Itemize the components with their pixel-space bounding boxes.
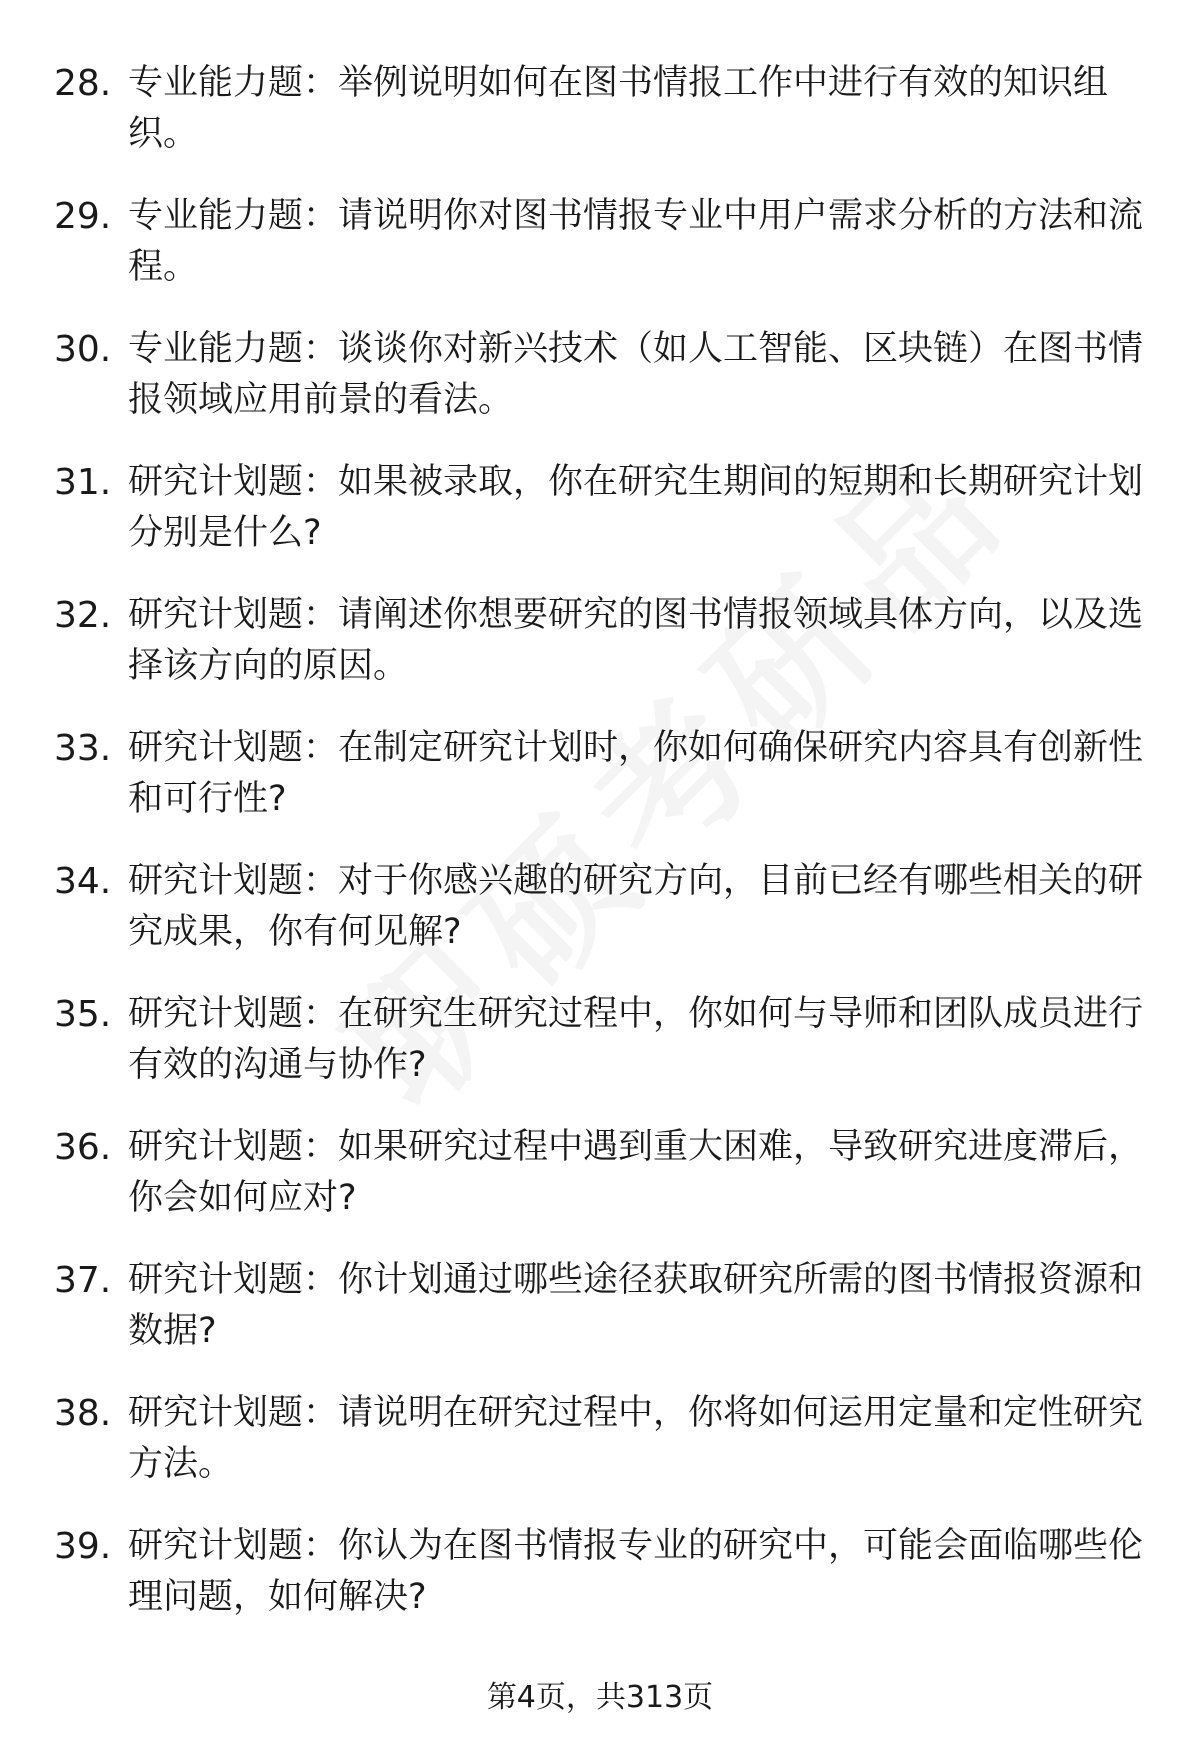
page-number: 第4页，共313页 [486,1680,714,1715]
question-text: 研究计划题：对于你感兴趣的研究方向，目前已经有哪些相关的研究成果，你有何见解? [128,861,1144,952]
question-item [0,989,1200,1122]
question-text: 研究计划题：请说明在研究过程中，你将如何运用定量和定性研究方法。 [128,1393,1144,1484]
question-number: 29. [54,196,112,237]
question-item [0,1388,1200,1521]
question-item [0,58,1200,191]
question-text: 专业能力题：谈谈你对新兴技术（如人工智能、区块链）在图书情报领域应用前景的看法。 [128,329,1144,420]
question-item [0,1255,1200,1388]
question-item [0,191,1200,324]
question-item [0,856,1200,989]
question-text: 研究计划题：在研究生研究过程中，你如何与导师和团队成员进行有效的沟通与协作? [128,994,1144,1085]
question-text: 专业能力题：举例说明如何在图书情报工作中进行有效的知识组织。 [128,63,1109,154]
question-item [0,324,1200,457]
question-item [0,1521,1200,1654]
question-text: 研究计划题：如果被录取，你在研究生期间的短期和长期研究计划分别是什么? [128,462,1144,553]
question-item [0,590,1200,723]
question-number: 34. [54,861,112,902]
question-number: 32. [54,595,112,636]
question-number: 31. [54,462,112,503]
question-number: 33. [54,728,112,769]
question-item [0,457,1200,590]
question-text: 研究计划题：你认为在图书情报专业的研究中，可能会面临哪些伦理问题，如何解决? [128,1526,1144,1617]
question-item [0,723,1200,856]
question-text: 研究计划题：如果研究过程中遇到重大困难，导致研究进度滞后，你会如何应对? [128,1127,1144,1218]
question-list [0,58,1200,1654]
question-text: 研究计划题：请阐述你想要研究的图书情报领域具体方向，以及选择该方向的原因。 [128,595,1144,686]
question-number: 28. [54,63,112,104]
question-number: 36. [54,1127,112,1168]
question-number: 37. [54,1260,112,1301]
question-text: 专业能力题：请说明你对图书情报专业中用户需求分析的方法和流程。 [128,196,1144,287]
question-number: 30. [54,329,112,370]
question-text: 研究计划题：你计划通过哪些途径获取研究所需的图书情报资源和数据? [128,1260,1144,1351]
question-number: 35. [54,994,112,1035]
question-item [0,1122,1200,1255]
question-text: 研究计划题：在制定研究计划时，你如何确保研究内容具有创新性和可行性? [128,728,1144,819]
question-number: 38. [54,1393,112,1434]
question-number: 39. [54,1526,112,1567]
